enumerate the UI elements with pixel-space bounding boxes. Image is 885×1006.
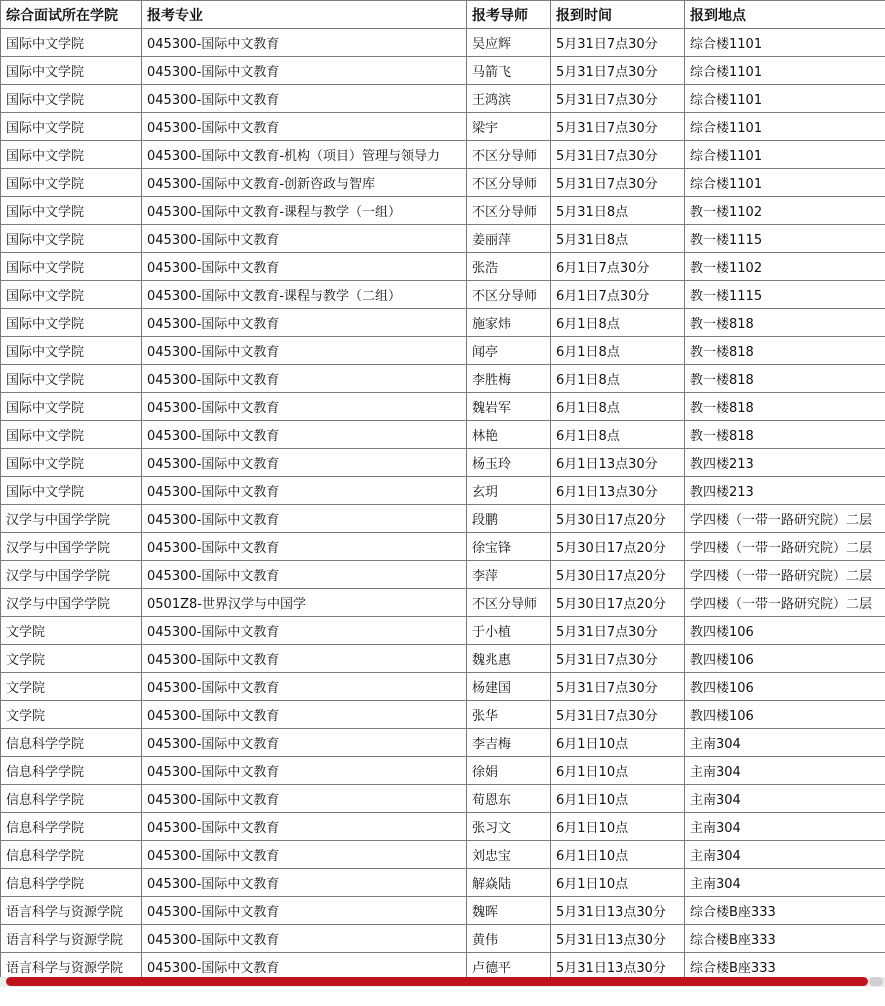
table-row xyxy=(1,337,885,365)
cell-checkin-location: 教一楼818 xyxy=(685,309,885,337)
table-row xyxy=(1,897,885,925)
table-row xyxy=(1,365,885,393)
cell-college: 文学院 xyxy=(1,617,142,645)
cell-checkin-time: 5月31日7点30分 xyxy=(551,57,685,85)
table-row xyxy=(1,673,885,701)
cell-checkin-time: 5月30日17点20分 xyxy=(551,589,685,617)
cell-major: 045300-国际中文教育 xyxy=(142,421,467,449)
cell-major: 045300-国际中文教育 xyxy=(142,253,467,281)
table-row xyxy=(1,533,885,561)
table-row xyxy=(1,953,885,981)
cell-checkin-location: 综合楼1101 xyxy=(685,57,885,85)
cell-major: 045300-国际中文教育 xyxy=(142,113,467,141)
cell-checkin-time: 5月31日13点30分 xyxy=(551,953,685,981)
cell-checkin-location: 教一楼1115 xyxy=(685,225,885,253)
table-row xyxy=(1,421,885,449)
cell-checkin-location: 教四楼106 xyxy=(685,617,885,645)
cell-major: 045300-国际中文教育 xyxy=(142,225,467,253)
cell-advisor: 段鹏 xyxy=(467,505,551,533)
cell-advisor: 林艳 xyxy=(467,421,551,449)
cell-advisor: 吴应辉 xyxy=(467,29,551,57)
table-row xyxy=(1,645,885,673)
cell-checkin-time: 5月31日7点30分 xyxy=(551,673,685,701)
cell-major: 045300-国际中文教育 xyxy=(142,645,467,673)
cell-checkin-location: 教一楼818 xyxy=(685,337,885,365)
cell-college: 国际中文学院 xyxy=(1,309,142,337)
cell-advisor: 于小植 xyxy=(467,617,551,645)
cell-advisor: 李萍 xyxy=(467,561,551,589)
cell-advisor: 解焱陆 xyxy=(467,869,551,897)
cell-college: 汉学与中国学学院 xyxy=(1,561,142,589)
cell-advisor: 李胜梅 xyxy=(467,365,551,393)
table-row xyxy=(1,729,885,757)
cell-advisor: 不区分导师 xyxy=(467,169,551,197)
cell-major: 045300-国际中文教育 xyxy=(142,57,467,85)
cell-checkin-time: 5月30日17点20分 xyxy=(551,533,685,561)
cell-college: 信息科学学院 xyxy=(1,729,142,757)
cell-advisor: 杨建国 xyxy=(467,673,551,701)
cell-advisor: 刘忠宝 xyxy=(467,841,551,869)
cell-major: 045300-国际中文教育 xyxy=(142,757,467,785)
cell-college: 信息科学学院 xyxy=(1,785,142,813)
cell-checkin-time: 5月31日13点30分 xyxy=(551,925,685,953)
cell-major: 045300-国际中文教育-创新咨政与智库 xyxy=(142,169,467,197)
cell-college: 语言科学与资源学院 xyxy=(1,953,142,981)
cell-major: 0501Z8-世界汉学与中国学 xyxy=(142,589,467,617)
cell-checkin-location: 教一楼818 xyxy=(685,393,885,421)
cell-checkin-location: 教四楼213 xyxy=(685,449,885,477)
cell-checkin-time: 6月1日13点30分 xyxy=(551,477,685,505)
cell-major: 045300-国际中文教育 xyxy=(142,449,467,477)
cell-college: 国际中文学院 xyxy=(1,85,142,113)
cell-checkin-location: 教一楼1102 xyxy=(685,197,885,225)
column-header-checkin-time: 报到时间 xyxy=(551,1,685,29)
cell-checkin-time: 6月1日8点 xyxy=(551,337,685,365)
cell-advisor: 徐娟 xyxy=(467,757,551,785)
cell-checkin-location: 学四楼（一带一路研究院）二层 xyxy=(685,505,885,533)
cell-advisor: 荀恩东 xyxy=(467,785,551,813)
cell-checkin-time: 6月1日10点 xyxy=(551,729,685,757)
cell-major: 045300-国际中文教育 xyxy=(142,897,467,925)
cell-college: 国际中文学院 xyxy=(1,29,142,57)
cell-college: 国际中文学院 xyxy=(1,477,142,505)
cell-college: 信息科学学院 xyxy=(1,757,142,785)
cell-checkin-location: 综合楼B座333 xyxy=(685,925,885,953)
cell-advisor: 张华 xyxy=(467,701,551,729)
cell-college: 国际中文学院 xyxy=(1,113,142,141)
cell-college: 信息科学学院 xyxy=(1,841,142,869)
cell-checkin-time: 6月1日7点30分 xyxy=(551,281,685,309)
cell-checkin-location: 教一楼818 xyxy=(685,365,885,393)
cell-checkin-location: 综合楼B座333 xyxy=(685,897,885,925)
table-row xyxy=(1,309,885,337)
cell-checkin-time: 6月1日7点30分 xyxy=(551,253,685,281)
cell-college: 国际中文学院 xyxy=(1,393,142,421)
cell-major: 045300-国际中文教育-机构（项目）管理与领导力 xyxy=(142,141,467,169)
cell-checkin-location: 教四楼106 xyxy=(685,645,885,673)
cell-college: 汉学与中国学学院 xyxy=(1,505,142,533)
cell-college: 国际中文学院 xyxy=(1,197,142,225)
cell-advisor: 张浩 xyxy=(467,253,551,281)
cell-college: 国际中文学院 xyxy=(1,421,142,449)
cell-advisor: 不区分导师 xyxy=(467,281,551,309)
table-row xyxy=(1,701,885,729)
cell-checkin-location: 主南304 xyxy=(685,869,885,897)
cell-checkin-location: 教四楼213 xyxy=(685,477,885,505)
cell-major: 045300-国际中文教育 xyxy=(142,561,467,589)
cell-checkin-location: 主南304 xyxy=(685,841,885,869)
table-row xyxy=(1,757,885,785)
cell-major: 045300-国际中文教育 xyxy=(142,365,467,393)
table-row xyxy=(1,505,885,533)
cell-advisor: 徐宝锋 xyxy=(467,533,551,561)
cell-checkin-time: 6月1日10点 xyxy=(551,757,685,785)
cell-advisor: 不区分导师 xyxy=(467,141,551,169)
cell-checkin-time: 6月1日8点 xyxy=(551,365,685,393)
cell-major: 045300-国际中文教育 xyxy=(142,785,467,813)
cell-advisor: 卢德平 xyxy=(467,953,551,981)
table-row xyxy=(1,85,885,113)
cell-college: 国际中文学院 xyxy=(1,57,142,85)
cell-college: 文学院 xyxy=(1,673,142,701)
table-row xyxy=(1,477,885,505)
cell-checkin-location: 主南304 xyxy=(685,757,885,785)
scrollbar-thumb[interactable] xyxy=(6,977,868,986)
cell-checkin-time: 6月1日8点 xyxy=(551,309,685,337)
cell-college: 文学院 xyxy=(1,645,142,673)
cell-checkin-location: 综合楼1101 xyxy=(685,85,885,113)
cell-major: 045300-国际中文教育-课程与教学（二组） xyxy=(142,281,467,309)
cell-advisor: 杨玉玲 xyxy=(467,449,551,477)
cell-college: 国际中文学院 xyxy=(1,281,142,309)
cell-college: 国际中文学院 xyxy=(1,141,142,169)
cell-checkin-time: 6月1日8点 xyxy=(551,393,685,421)
cell-checkin-time: 6月1日8点 xyxy=(551,421,685,449)
cell-checkin-location: 主南304 xyxy=(685,813,885,841)
table-row xyxy=(1,589,885,617)
cell-advisor: 闻亭 xyxy=(467,337,551,365)
cell-college: 国际中文学院 xyxy=(1,225,142,253)
table-row xyxy=(1,141,885,169)
table-row xyxy=(1,925,885,953)
cell-major: 045300-国际中文教育 xyxy=(142,813,467,841)
cell-college: 语言科学与资源学院 xyxy=(1,897,142,925)
cell-advisor: 施家炜 xyxy=(467,309,551,337)
table-row xyxy=(1,393,885,421)
cell-checkin-time: 5月31日7点30分 xyxy=(551,29,685,57)
cell-checkin-location: 教一楼1102 xyxy=(685,253,885,281)
cell-checkin-location: 教四楼106 xyxy=(685,673,885,701)
cell-checkin-time: 5月31日7点30分 xyxy=(551,85,685,113)
table-row xyxy=(1,281,885,309)
cell-college: 国际中文学院 xyxy=(1,253,142,281)
cell-advisor: 梁宇 xyxy=(467,113,551,141)
table-row xyxy=(1,113,885,141)
cell-checkin-time: 6月1日13点30分 xyxy=(551,449,685,477)
table-row xyxy=(1,253,885,281)
cell-major: 045300-国际中文教育 xyxy=(142,617,467,645)
cell-checkin-location: 学四楼（一带一路研究院）二层 xyxy=(685,561,885,589)
cell-checkin-time: 5月31日7点30分 xyxy=(551,169,685,197)
cell-major: 045300-国际中文教育 xyxy=(142,701,467,729)
table-row xyxy=(1,197,885,225)
cell-checkin-time: 5月31日8点 xyxy=(551,197,685,225)
cell-major: 045300-国际中文教育 xyxy=(142,841,467,869)
cell-advisor: 张习文 xyxy=(467,813,551,841)
cell-checkin-time: 6月1日10点 xyxy=(551,813,685,841)
cell-college: 国际中文学院 xyxy=(1,169,142,197)
cell-advisor: 魏岩军 xyxy=(467,393,551,421)
horizontal-scrollbar[interactable] xyxy=(0,977,885,987)
column-header-checkin-location: 报到地点 xyxy=(685,1,885,29)
cell-college: 汉学与中国学学院 xyxy=(1,533,142,561)
cell-major: 045300-国际中文教育 xyxy=(142,309,467,337)
cell-advisor: 不区分导师 xyxy=(467,589,551,617)
cell-college: 国际中文学院 xyxy=(1,449,142,477)
cell-advisor: 姜丽萍 xyxy=(467,225,551,253)
table-row xyxy=(1,57,885,85)
cell-major: 045300-国际中文教育 xyxy=(142,729,467,757)
cell-checkin-time: 5月31日13点30分 xyxy=(551,897,685,925)
cell-major: 045300-国际中文教育 xyxy=(142,533,467,561)
cell-advisor: 王鸿滨 xyxy=(467,85,551,113)
cell-major: 045300-国际中文教育 xyxy=(142,953,467,981)
table-row xyxy=(1,449,885,477)
cell-checkin-time: 5月31日7点30分 xyxy=(551,141,685,169)
cell-advisor: 不区分导师 xyxy=(467,197,551,225)
cell-advisor: 黄伟 xyxy=(467,925,551,953)
table-row xyxy=(1,169,885,197)
cell-major: 045300-国际中文教育 xyxy=(142,393,467,421)
cell-checkin-location: 教四楼106 xyxy=(685,701,885,729)
table-row xyxy=(1,841,885,869)
cell-college: 国际中文学院 xyxy=(1,365,142,393)
table-body xyxy=(1,29,885,981)
cell-checkin-location: 主南304 xyxy=(685,729,885,757)
cell-major: 045300-国际中文教育 xyxy=(142,505,467,533)
column-header-college: 综合面试所在学院 xyxy=(1,1,142,29)
cell-advisor: 玄玥 xyxy=(467,477,551,505)
cell-major: 045300-国际中文教育 xyxy=(142,85,467,113)
cell-checkin-location: 教一楼1115 xyxy=(685,281,885,309)
cell-major: 045300-国际中文教育 xyxy=(142,869,467,897)
cell-checkin-time: 6月1日10点 xyxy=(551,785,685,813)
cell-college: 文学院 xyxy=(1,701,142,729)
cell-checkin-location: 综合楼1101 xyxy=(685,29,885,57)
cell-major: 045300-国际中文教育 xyxy=(142,477,467,505)
header-row xyxy=(1,1,885,29)
cell-checkin-location: 教一楼818 xyxy=(685,421,885,449)
cell-advisor: 魏兆惠 xyxy=(467,645,551,673)
cell-checkin-location: 主南304 xyxy=(685,785,885,813)
cell-checkin-time: 5月30日17点20分 xyxy=(551,505,685,533)
cell-advisor: 李吉梅 xyxy=(467,729,551,757)
table-row xyxy=(1,869,885,897)
table-row xyxy=(1,813,885,841)
cell-checkin-location: 学四楼（一带一路研究院）二层 xyxy=(685,589,885,617)
cell-checkin-time: 5月31日7点30分 xyxy=(551,617,685,645)
cell-college: 国际中文学院 xyxy=(1,337,142,365)
cell-college: 汉学与中国学学院 xyxy=(1,589,142,617)
cell-checkin-time: 6月1日10点 xyxy=(551,841,685,869)
table-row xyxy=(1,785,885,813)
cell-checkin-location: 综合楼B座333 xyxy=(685,953,885,981)
cell-checkin-location: 综合楼1101 xyxy=(685,169,885,197)
cell-major: 045300-国际中文教育 xyxy=(142,29,467,57)
cell-checkin-time: 6月1日10点 xyxy=(551,869,685,897)
cell-checkin-location: 学四楼（一带一路研究院）二层 xyxy=(685,533,885,561)
table-header xyxy=(1,1,885,29)
cell-checkin-time: 5月31日7点30分 xyxy=(551,113,685,141)
cell-college: 信息科学学院 xyxy=(1,813,142,841)
cell-checkin-time: 5月30日17点20分 xyxy=(551,561,685,589)
cell-college: 信息科学学院 xyxy=(1,869,142,897)
cell-checkin-location: 综合楼1101 xyxy=(685,113,885,141)
scrollbar-end-track[interactable] xyxy=(869,977,883,986)
column-header-advisor: 报考导师 xyxy=(467,1,551,29)
cell-checkin-time: 5月31日7点30分 xyxy=(551,645,685,673)
cell-checkin-time: 5月31日7点30分 xyxy=(551,701,685,729)
table-row xyxy=(1,561,885,589)
column-header-major: 报考专业 xyxy=(142,1,467,29)
cell-advisor: 马箭飞 xyxy=(467,57,551,85)
cell-checkin-time: 5月31日8点 xyxy=(551,225,685,253)
table-row xyxy=(1,29,885,57)
cell-advisor: 魏晖 xyxy=(467,897,551,925)
cell-major: 045300-国际中文教育-课程与教学（一组） xyxy=(142,197,467,225)
table-row xyxy=(1,225,885,253)
table-row xyxy=(1,617,885,645)
cell-college: 语言科学与资源学院 xyxy=(1,925,142,953)
cell-checkin-location: 综合楼1101 xyxy=(685,141,885,169)
cell-major: 045300-国际中文教育 xyxy=(142,337,467,365)
cell-major: 045300-国际中文教育 xyxy=(142,673,467,701)
cell-major: 045300-国际中文教育 xyxy=(142,925,467,953)
